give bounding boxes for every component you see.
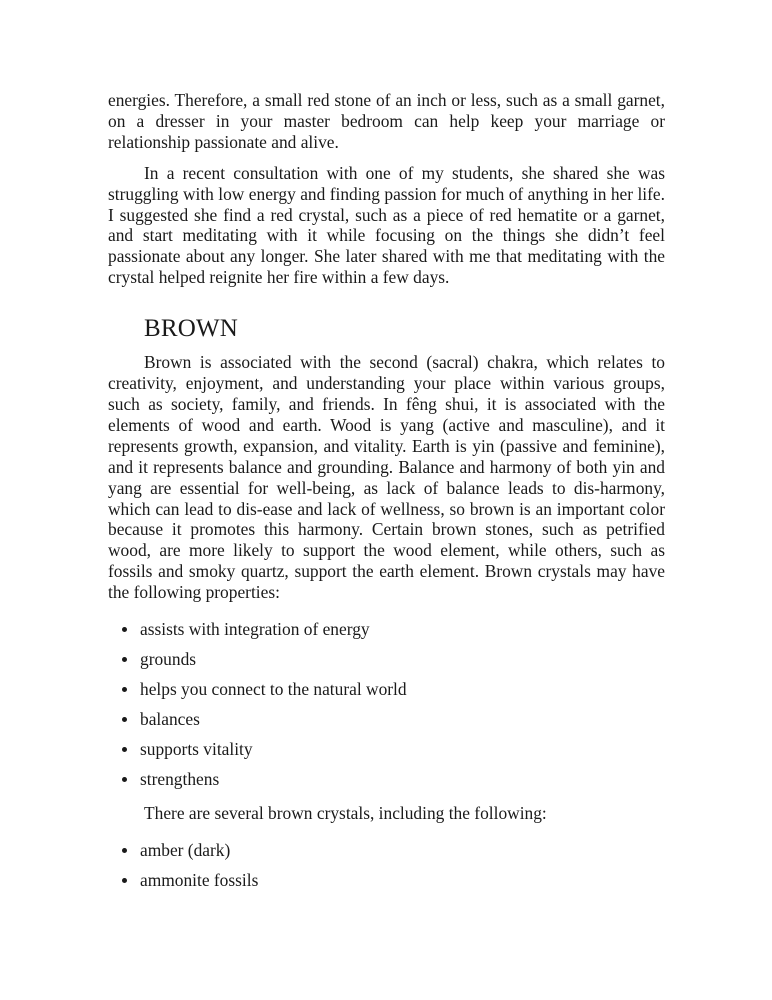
bullet-icon <box>122 747 127 752</box>
list-item-text: ammonite fossils <box>140 869 259 890</box>
bullet-icon <box>122 627 127 632</box>
page-content <box>108 90 665 900</box>
list-item-text: balances <box>140 709 200 730</box>
paragraph-brown-intro: Brown is associated with the second (sacral) chakra, which relates to creativity, enjoyment, and understanding your place within various groups, such as society, family, and friends. In fêng shui, it is associated with the elements of wood and earth. Wood is yang (active and masculine), and it represents growth, expansion, and vitality. Earth is yin (passive and feminine), and it represents balance and grounding. Balance and harmony of both yin and yang are essential for well-being, as lack of balance leads to dis-harmony, which can lead to dis-ease and lack of wellness, so brown is an important color because it promotes this harmony. Certain brown stones, such as petrified wood, are more likely to support the wood element, while others, such as fossils and smoky quartz, support the earth element. Brown crystals may have the following properties: <box>108 352 665 603</box>
list-item <box>108 870 665 900</box>
bullet-icon <box>122 687 127 692</box>
list-item-text: helps you connect to the natural world <box>140 679 407 700</box>
list-item-text: assists with integration of energy <box>140 619 370 640</box>
list-item-text: supports vitality <box>140 739 253 760</box>
properties-list <box>108 619 665 799</box>
bullet-icon <box>122 777 127 782</box>
bullet-icon <box>122 717 127 722</box>
list-item <box>108 619 665 649</box>
paragraph-crystals-intro: There are several brown crystals, including the following: <box>144 803 547 824</box>
crystals-list <box>108 840 665 900</box>
paragraph-consultation: In a recent consultation with one of my students, she shared she was struggling with low energy and finding passion for much of anything in her life. I suggested she find a red crystal, such as a piece of red hematite or a garnet, and start meditating with it while focusing on the things she didn’t feel passionate about any longer. She later shared with me that meditating with the crystal helped reignite her fire within a few days. <box>108 162 665 288</box>
paragraph-red-stone: energies. Therefore, a small red stone of an inch or less, such as a small garnet, on a dresser in your master bedroom can help keep your marriage or relationship passionate and alive. <box>108 90 665 152</box>
list-item-text: grounds <box>140 649 197 670</box>
list-item <box>108 679 665 709</box>
bullet-icon <box>122 657 127 662</box>
bullet-icon <box>122 878 127 883</box>
list-item-text: strengthens <box>140 769 220 790</box>
list-item <box>108 739 665 769</box>
section-heading-brown: BROWN <box>144 315 239 343</box>
list-item-text: amber (dark) <box>140 839 231 860</box>
list-item <box>108 769 665 799</box>
bullet-icon <box>122 848 127 853</box>
list-item <box>108 840 665 870</box>
list-item <box>108 709 665 739</box>
list-item <box>108 649 665 679</box>
